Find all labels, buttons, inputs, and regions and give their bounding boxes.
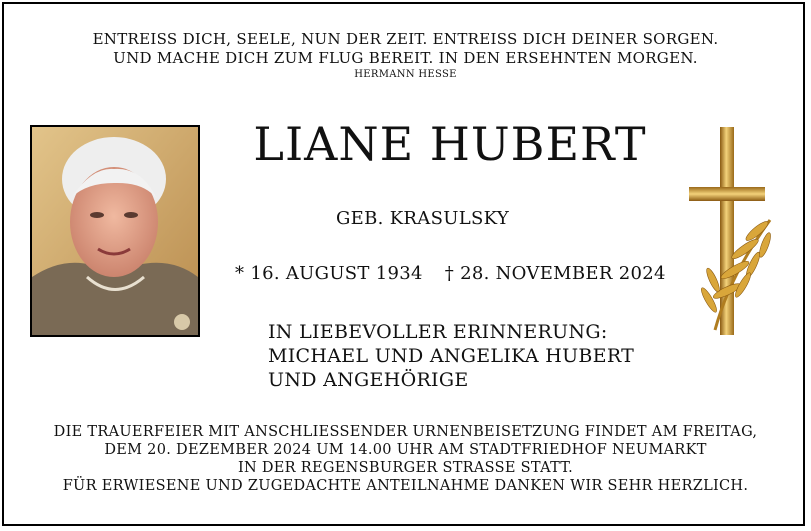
quote-block (0, 30, 811, 81)
funeral-line-1: DIE TRAUERFEIER MIT ANSCHLIESSENDER URNENBEISETZUNG FINDET AM FREITAG, (53, 424, 758, 440)
birth-date: * 16. AUGUST 1934 (235, 263, 423, 284)
quote-line-2: UND MACHE DICH ZUM FLUG BEREIT. IN DEN ERSEHNTEN MORGEN. (113, 49, 698, 67)
birth-name: GEB. KRASULSKY (336, 208, 510, 229)
portrait-photo (30, 125, 200, 337)
mourners-block (268, 320, 634, 392)
quote-author: HERMANN HESSE (354, 69, 457, 80)
deceased-name: LIANE HUBERT (253, 117, 647, 171)
life-dates (235, 262, 666, 286)
mourners-line-2: MICHAEL UND ANGELIKA HUBERT (268, 345, 635, 367)
thanks-line: FÜR ERWIESENE UND ZUGEDACHTE ANTEILNAHME DANKEN WIR SEHR HERZLICH. (62, 478, 749, 494)
mourners-line-1: IN LIEBEVOLLER ERINNERUNG: (268, 321, 608, 343)
death-date: † 28. NOVEMBER 2024 (444, 263, 666, 284)
funeral-line-2: DEM 20. DEZEMBER 2024 UM 14.00 UHR AM STADTFRIEDHOF NEUMARKT (104, 442, 707, 458)
quote-line-1: ENTREISS DICH, SEELE, NUN DER ZEIT. ENTREISS DICH DEINER SORGEN. (92, 30, 719, 48)
mourners-line-3: UND ANGEHÖRIGE (268, 369, 469, 391)
funeral-details (0, 423, 811, 495)
funeral-line-3: IN DER REGENSBURGER STRASSE STATT. (237, 460, 574, 476)
golden-cross-with-palm-branch-icon (685, 125, 780, 337)
